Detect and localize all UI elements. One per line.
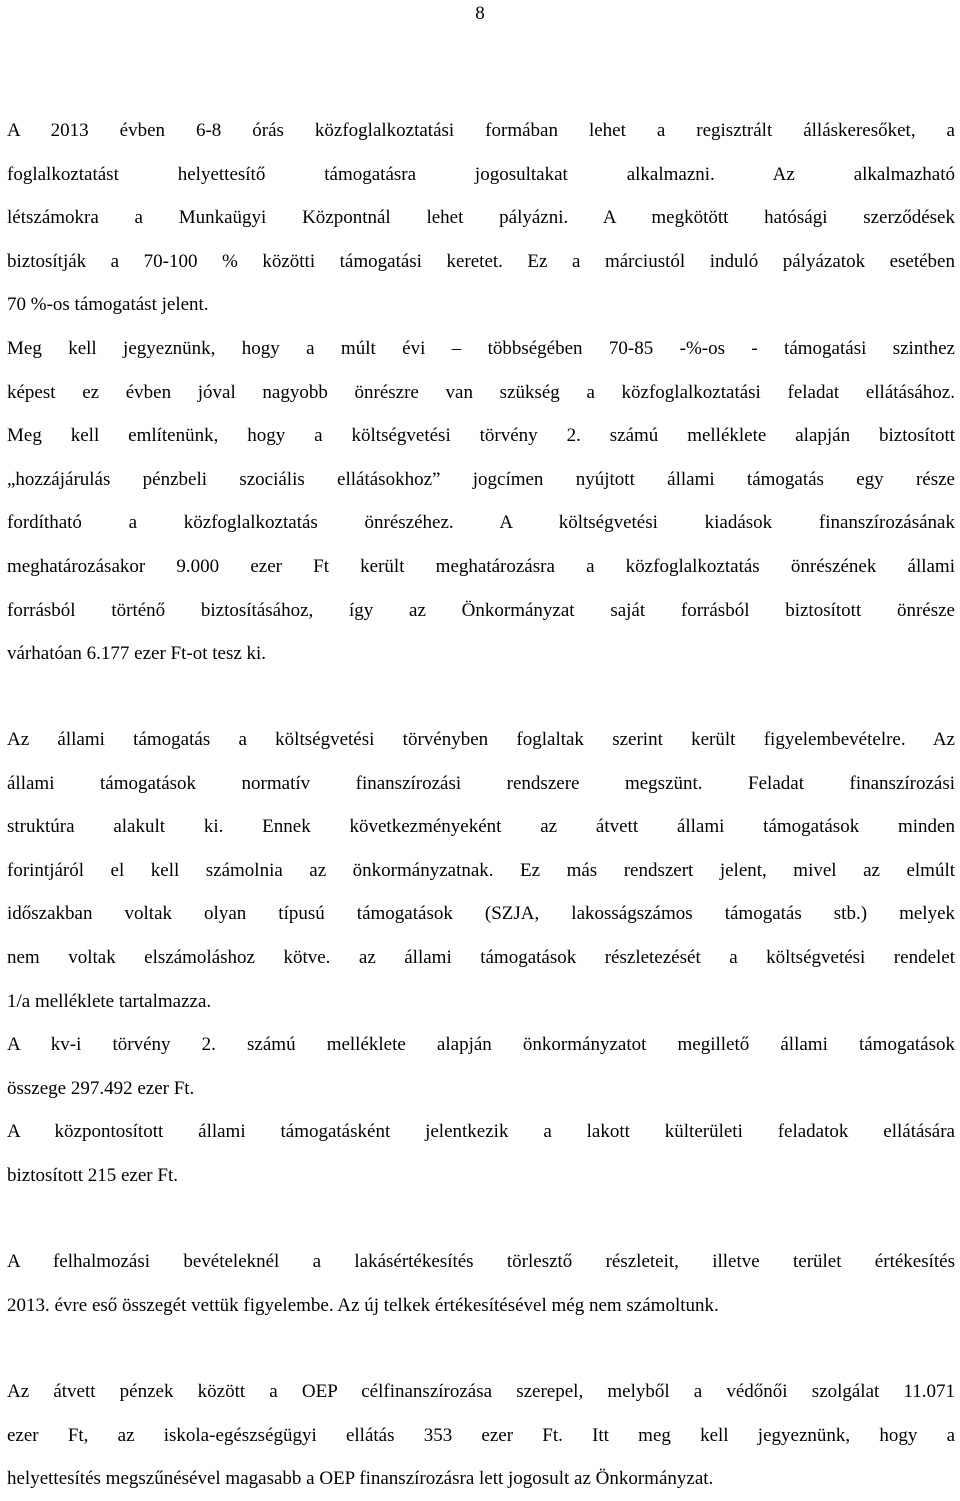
- text-line: A központosított állami támogatásként jelentkezik a lakott külterületi feladatok ellátására: [7, 1121, 955, 1143]
- text-line: helyettesítés megszűnésével magasabb a OEP finanszírozásra lett jogosult az Önkormányzat.: [7, 1468, 714, 1490]
- text-line: A 2013 évben 6-8 órás közfoglalkoztatási formában lehet a regisztrált álláskeresőket, a: [7, 120, 955, 141]
- text-line: A kv-i törvény 2. számú melléklete alapján önkormányzatot megillető állami támogatások: [7, 1034, 955, 1056]
- text-line: képest ez évben jóval nagyobb önrészre van szükség a közfoglalkoztatási feladat ellátásához.: [7, 381, 955, 403]
- text-line: meghatározásakor 9.000 ezer Ft került meghatározásra a közfoglalkoztatás önrészének állami: [7, 555, 955, 577]
- text-line: Meg kell jegyeznünk, hogy a múlt évi – többségében 70-85 -%-os - támogatási szinthez: [7, 337, 955, 359]
- text-line: létszámokra a Munkaügyi Központnál lehet pályázni. A megkötött hatósági szerződések: [7, 207, 955, 229]
- text-line: Az állami támogatás a költségvetési törvényben foglaltak szerint került figyelembevételre. Az: [7, 729, 955, 750]
- paragraph-public-employment: [7, 109, 955, 676]
- text-line: nem voltak elszámoláshoz kötve. az állami támogatások részletezését a költségvetési rendelet: [7, 946, 955, 968]
- paragraph-state-support: [7, 718, 955, 1198]
- text-line: biztosítják a 70-100 % közötti támogatási keretet. Ez a márciustól induló pályázatok esetében: [7, 250, 955, 272]
- text-line: ezer Ft, az iskola-egészségügyi ellátás 353 ezer Ft. Itt meg kell jegyeznünk, hogy a: [7, 1424, 955, 1446]
- text-line: A felhalmozási bevételeknél a lakásértékesítés törlesztő részleteit, illetve terület értékesítés: [7, 1251, 955, 1272]
- text-line: fordítható a közfoglalkoztatás önrészéhez. A költségvetési kiadások finanszírozásának: [7, 512, 955, 534]
- paragraph-transferred-funds: [7, 1370, 955, 1501]
- text-line: Az átvett pénzek között a OEP célfinanszírozása szerepel, melyből a védőnői szolgálat 11.071: [7, 1381, 955, 1402]
- text-line: összege 297.492 ezer Ft.: [7, 1077, 195, 1099]
- paragraph-capital-revenue: [7, 1240, 955, 1327]
- text-line: Meg kell említenünk, hogy a költségvetési törvény 2. számú melléklete alapján biztosított: [7, 425, 955, 447]
- text-line: forrásból történő biztosításához, így az Önkormányzat saját forrásból biztosított önrésze: [7, 599, 955, 621]
- text-line: biztosított 215 ezer Ft.: [7, 1164, 178, 1186]
- text-line: 70 %-os támogatást jelent.: [7, 294, 209, 316]
- text-line: 1/a melléklete tartalmazza.: [7, 990, 212, 1012]
- text-line: 2013. évre eső összegét vettük figyelembe. Az új telkek értékesítésével még nem számoltunk.: [7, 1294, 719, 1316]
- text-line: „hozzájárulás pénzbeli szociális ellátásokhoz” jogcímen nyújtott állami támogatás egy része: [7, 468, 955, 490]
- text-line: állami támogatások normatív finanszírozási rendszere megszünt. Feladat finanszírozási: [7, 772, 955, 794]
- text-line: struktúra alakult ki. Ennek következményeként az átvett állami támogatások minden: [7, 816, 955, 838]
- text-line: foglalkoztatást helyettesítő támogatásra jogosultakat alkalmazni. Az alkalmazható: [7, 163, 955, 185]
- text-line: várhatóan 6.177 ezer Ft-ot tesz ki.: [7, 643, 267, 665]
- page-number: 8: [475, 3, 485, 24]
- text-line: időszakban voltak olyan típusú támogatások (SZJA, lakosságszámos támogatás stb.) melyek: [7, 903, 955, 925]
- text-line: forintjáról el kell számolnia az önkormányzatnak. Ez más rendszert jelent, mivel az elmúlt: [7, 859, 955, 881]
